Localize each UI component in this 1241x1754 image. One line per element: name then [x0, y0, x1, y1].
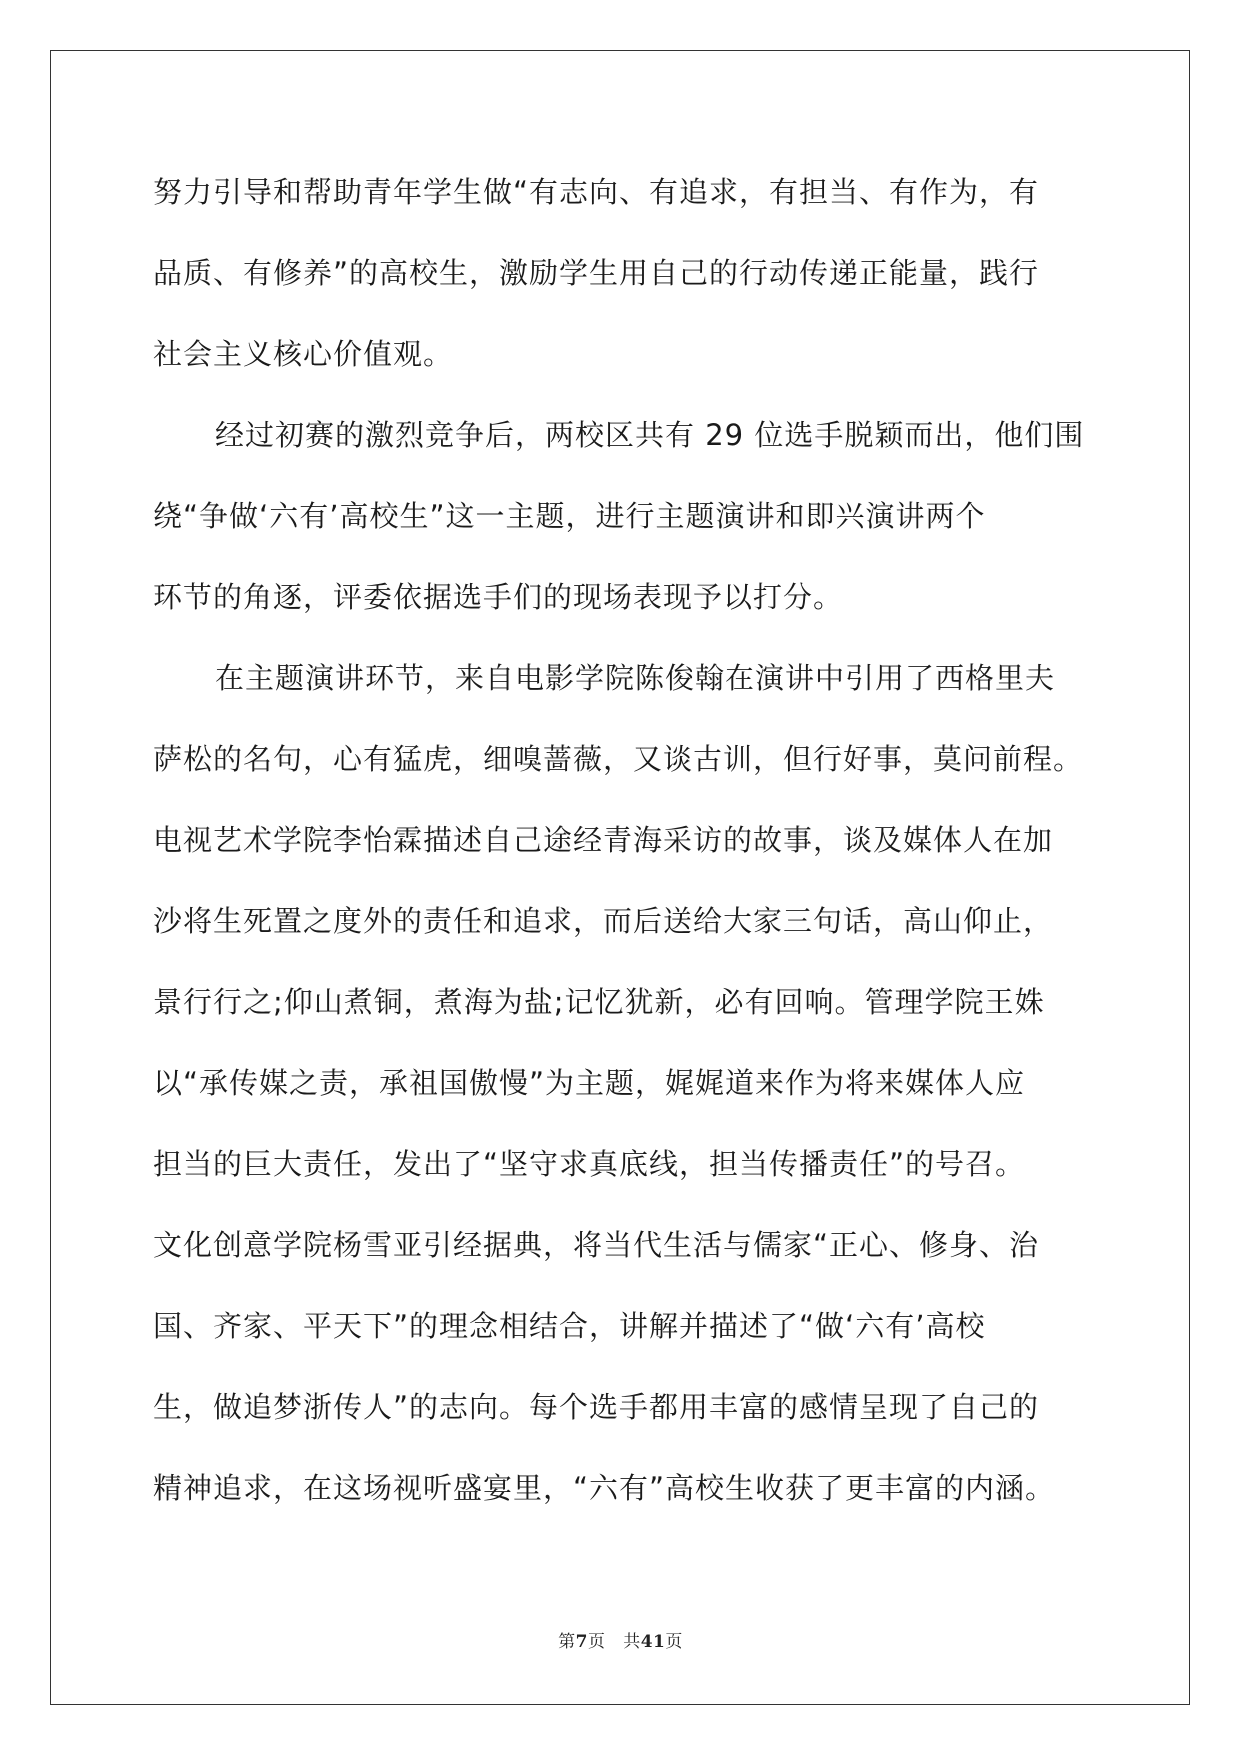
- footer-total-unit: 页: [665, 1632, 683, 1652]
- text-line: 电视艺术学院李怡霖描述自己途经青海采访的故事，谈及媒体人在加: [153, 823, 1054, 857]
- text-line: 绕“争做‘六有’高校生”这一主题，进行主题演讲和即兴演讲两个: [153, 499, 986, 533]
- text-line: 担当的巨大责任，发出了“坚守求真底线，担当传播责任”的号召。: [153, 1147, 1026, 1181]
- text-line: 国、齐家、平天下”的理念相结合，讲解并描述了“做‘六有’高校: [153, 1309, 986, 1343]
- page-footer: [0, 1627, 1241, 1652]
- text-line: 沙将生死置之度外的责任和追求，而后送给大家三句话，高山仰止，: [153, 904, 1054, 938]
- text-line: 社会主义核心价值观。: [153, 337, 454, 371]
- text-line: 文化创意学院杨雪亚引经据典，将当代生活与儒家“正心、修身、治: [153, 1228, 1040, 1262]
- current-page-number: 7: [575, 1632, 588, 1652]
- text-line: 以“承传媒之责，承祖国傲慢”为主题，娓娓道来作为将来媒体人应: [153, 1066, 1026, 1100]
- text-line: 努力引导和帮助青年学生做“有志向、有追求，有担当、有作为，有: [153, 175, 1040, 209]
- text-line: 精神追求，在这场视听盛宴里，“六有”高校生收获了更丰富的内涵。: [153, 1471, 1056, 1505]
- footer-prefix: 第: [558, 1632, 576, 1652]
- text-line: 环节的角逐，评委依据选手们的现场表现予以打分。: [153, 580, 844, 614]
- text-line: 品质、有修养”的高校生，激励学生用自己的行动传递正能量，践行: [153, 256, 1040, 290]
- footer-page-unit: 页: [587, 1632, 606, 1652]
- total-page-number: 41: [640, 1632, 666, 1652]
- text-line: 在主题演讲环节，来自电影学院陈俊翰在演讲中引用了西格里夫: [215, 661, 1056, 695]
- footer-total-prefix: 共: [623, 1632, 641, 1652]
- text-line: 经过初赛的激烈竞争后，两校区共有 29 位选手脱颖而出，他们围: [215, 418, 1085, 452]
- document-body: [153, 162, 1093, 1539]
- text-line: 萨松的名句，心有猛虎，细嗅蔷薇，又谈古训，但行好事，莫问前程。: [153, 742, 1084, 776]
- text-line: 景行行之;仰山煮铜，煮海为盐;记忆犹新，必有回响。管理学院王姝: [153, 985, 1045, 1019]
- text-line: 生，做追梦浙传人”的志向。每个选手都用丰富的感情呈现了自己的: [153, 1390, 1040, 1424]
